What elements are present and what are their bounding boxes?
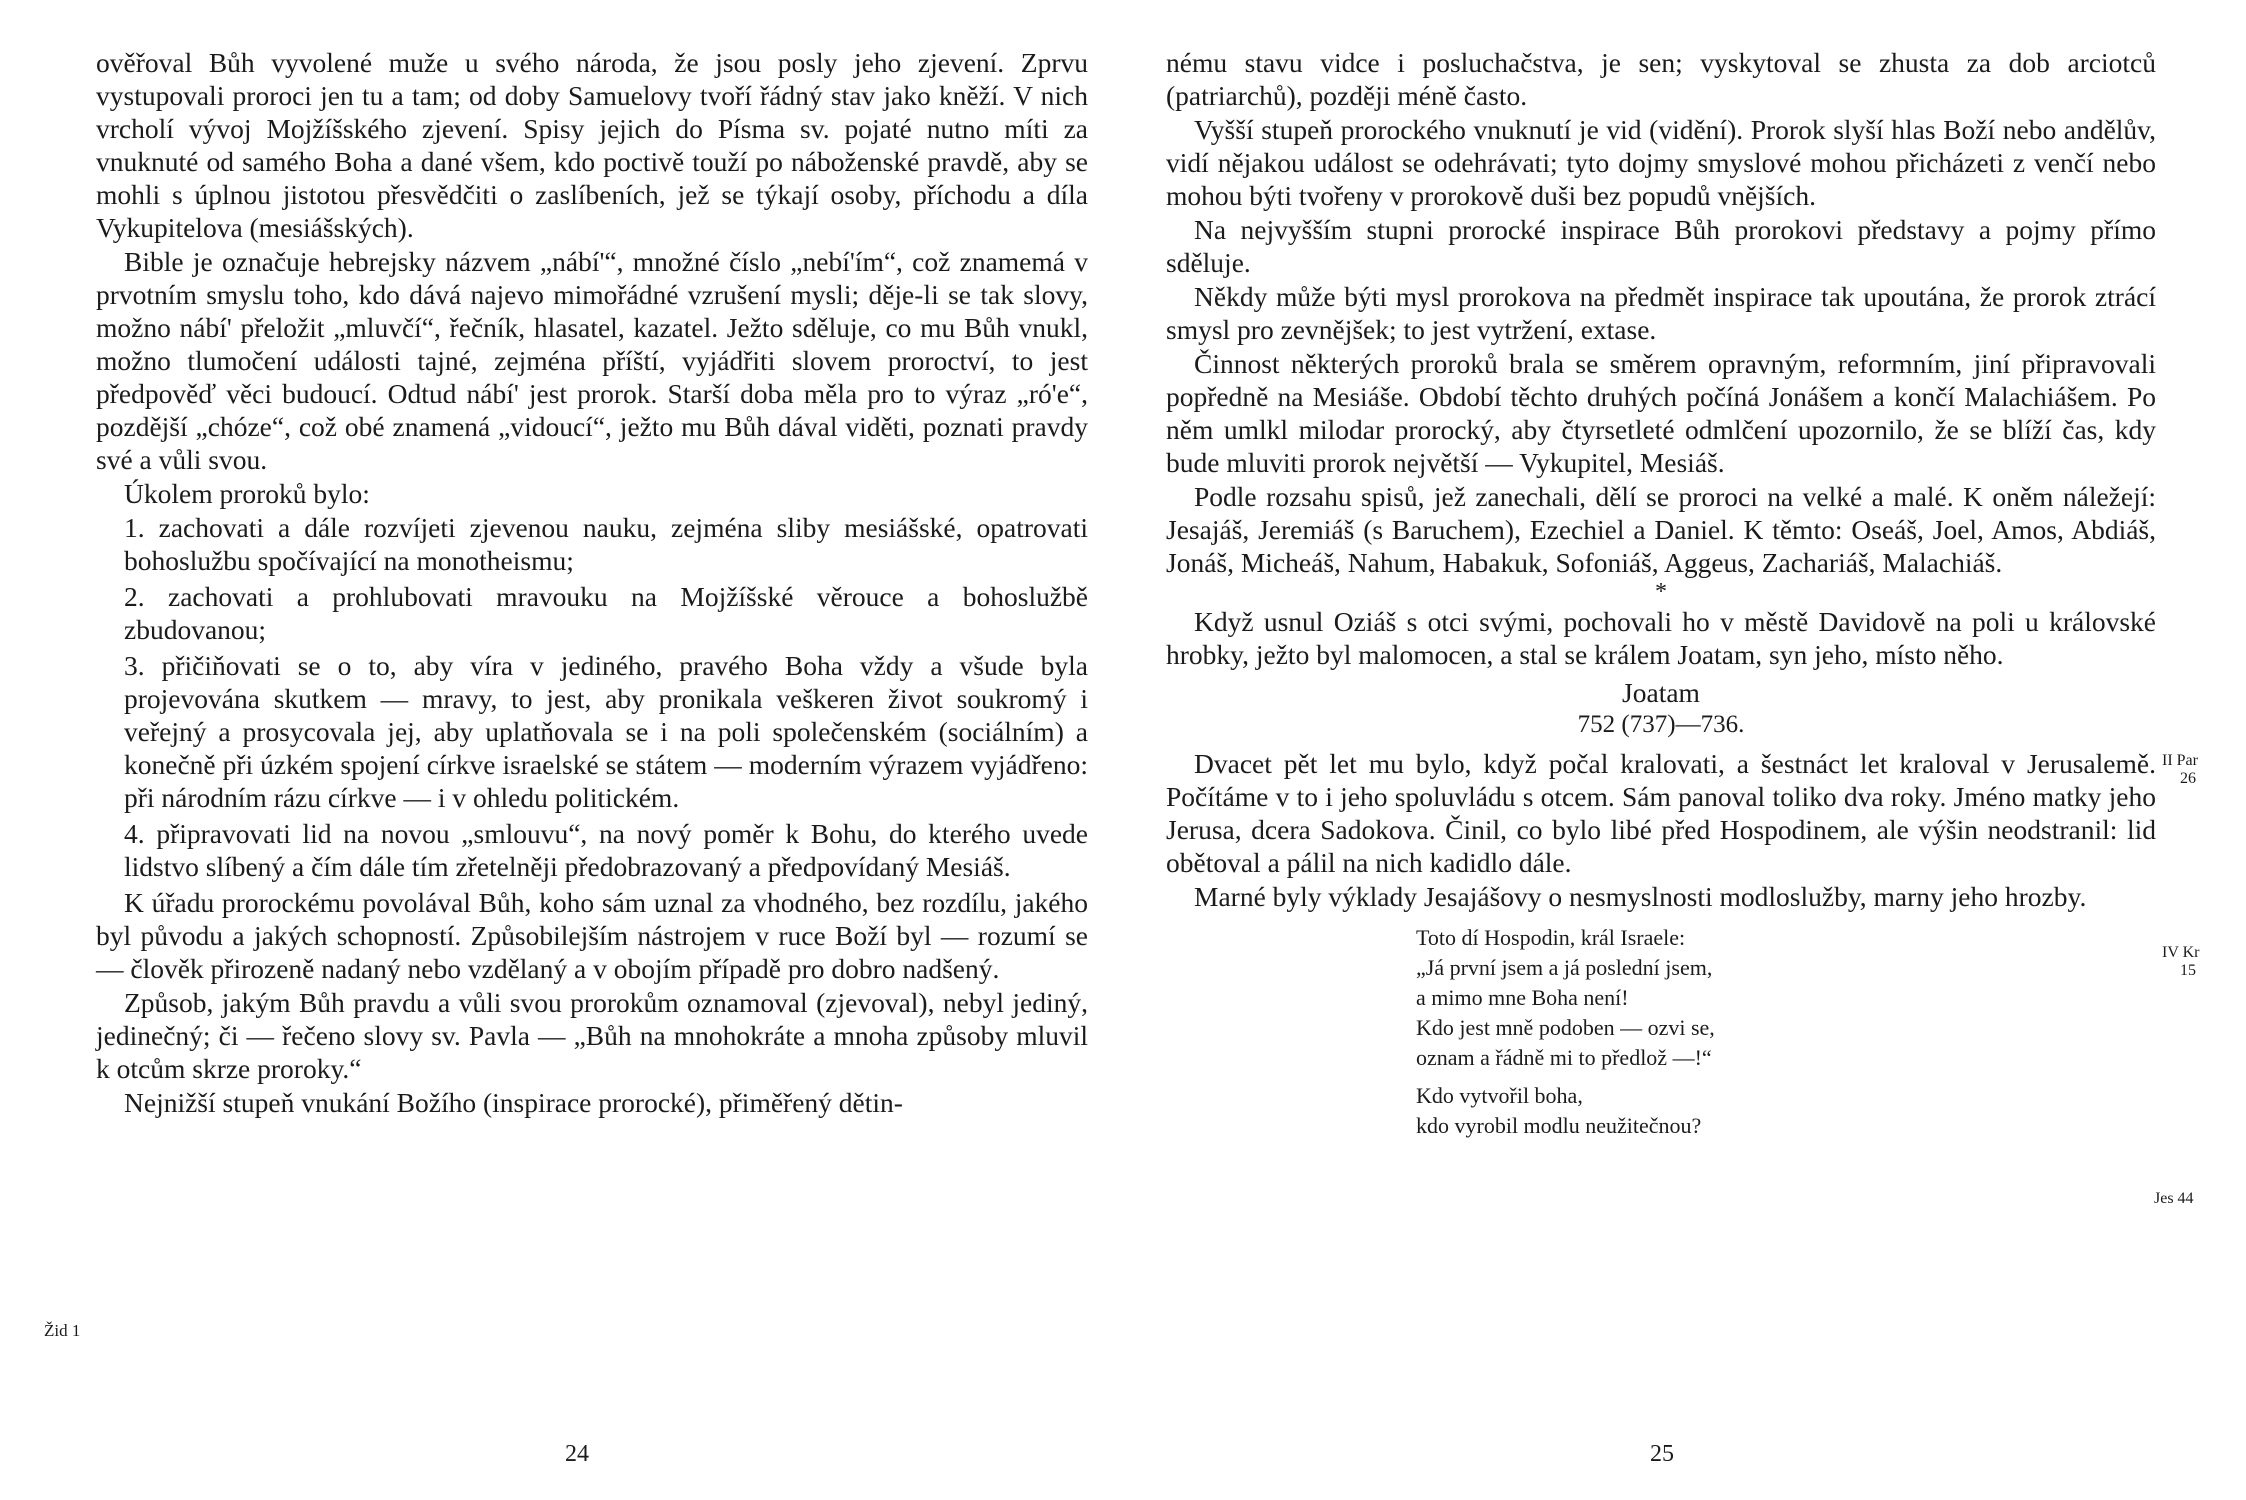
margin-reference-book: IV Kr [2162, 944, 2200, 961]
paragraph-prophetic-office: K úřadu prorockému povolával Bůh, koho sám uznal za vhodného, bez rozdílu, jakého byl původu a jakých schopností. Způsobilejším nástrojem v ruce Boží byl — rozumí se — člověk přirozeně nadaný nebo vzdělaný a v obojím případě pro dobro nadšený. [96, 887, 1088, 984]
paragraph-prophets-task-intro: Úkolem proroků bylo: [124, 478, 370, 509]
margin-reference-book: II Par [2162, 752, 2198, 769]
section-heading-dates: 752 (737)—736. [1577, 711, 1745, 738]
paragraph-major-minor: Podle rozsahu spisů, jež zanechali, dělí se proroci na velké a malé. K oněm náležejí: Jesajáš, Jeremiáš (s Baruchem), Ezechiel a Daniel. K těmto: Oseáš, Joel, Amos, Abdiáš, Jonáš, Micheáš, Nahum, Habakuk, Sofoniáš, Aggeus, Zachariáš, Malachiáš. [1166, 481, 2156, 578]
paragraph-vain-warnings: Marné byly výklady Jesajášovy o nesmyslnosti modloslužby, marny jeho hrozby. [1194, 881, 2087, 912]
paragraph-vision: Vyšší stupeň prorockého vnuknutí je vid (vidění). Prorok slyší hlas Boží nebo andělův, vidí nějakou událost se odehrávati; tyto dojmy smyslové mohou přicházeti z venčí nebo mohou býti tvořeny v prorokově duši bez popudů vnějších. [1166, 114, 2156, 211]
poem-line: oznam a řádně mi to předlož —!“ [1416, 1045, 1712, 1070]
section-break-asterisk: * [1655, 579, 1667, 605]
paragraph-joatam-reign: Dvacet pět let mu bylo, když počal kralovati, a šestnáct let kraloval v Jerusalemě. Počítáme v to i jeho spoluvládu s otcem. Sám panoval toliko dva roky. Jméno matky jeho Jerusa, dcera Sadokova. Činil, co bylo libé před Hospodinem, ale výšin neodstranil: lid obětoval a pálil na nich kadidlo dále. [1166, 748, 2156, 878]
poem-line: a mimo mne Boha není! [1416, 985, 1629, 1010]
paragraph-continuation: nému stavu vidce i posluchačstva, je sen; vyskytoval se zhusta za dob arciotců (patriarchů), později méně často. [1166, 47, 2156, 111]
paragraph-ecstasy: Někdy může býti mysl prorokova na předmět inspirace tak upoutána, že prorok ztrácí smysl pro zevnějšek; to jest vytržení, extase. [1166, 281, 2156, 345]
list-item-4: 4. připravovati lid na novou „smlouvu“, na nový poměr k Bohu, do kterého uvede lidstvo slíbený a čím dále tím zřetelněji předobrazovaný a předpovídaný Mesiáš. [124, 818, 1088, 882]
list-item-2: 2. zachovati a prohlubovati mravouku na Mojžíšské věrouce a bohoslužbě zbudovanou; [124, 581, 1088, 645]
poem-stanza-2 [1416, 1081, 1856, 1141]
section-heading: Joatam [1622, 677, 1700, 708]
margin-reference-chapter: 15 [2180, 962, 2196, 979]
paragraph-bible-terms: Bible je označuje hebrejsky názvem „nábí'“, množné číslo „nebí'ím“, což znamemá v prvotním smyslu toho, kdo dává najevo mimořádné vzrušení mysli; děje-li se tak slovy, možno nábí' přeložit „mluvčí“, řečník, hlasatel, kazatel. Ježto sděluje, co mu Bůh vnukl, možno tlumočení události tajné, zejména příští, vyjádřiti slovem proroctví, to jest předpověď věci budoucí. Odtud nábí' jest prorok. Starší doba měla pro to výraz „ró'e“, pozdější „chóze“, což obé znamená „vidoucí“, ježto mu Bůh dával viděti, poznati pravdy své a vůli svou. [96, 246, 1088, 475]
paragraph-manner-of-revelation: Způsob, jakým Bůh pravdu a vůli svou prorokům oznamoval (zjevoval), nebyl jediný, jedinečný; či — řečeno slovy sv. Pavla — „Bůh na mnohokráte a mnoha způsoby mluvil k otcům skrze proroky.“ [96, 987, 1088, 1084]
margin-reference-jes: Jes 44 [2154, 1190, 2194, 1207]
paragraph-highest-degree: Na nejvyšším stupni prorocké inspirace Bůh prorokovi představy a pojmy přímo sděluje. [1166, 214, 2156, 278]
poem-line: Kdo jest mně podoben — ozvi se, [1416, 1015, 1715, 1040]
margin-reference-chapter: 26 [2180, 770, 2196, 787]
page-number-left: 24 [565, 1441, 589, 1467]
margin-reference-zid: Žid 1 [44, 1321, 81, 1340]
paragraph-activity: Činnost některých proroků brala se směrem opravným, reformním, jiní připravovali popředně na Mesiáše. Období těchto druhých počíná Jonášem a končí Malachiášem. Po něm umlkl milodar prorocký, aby čtyrsetleté odmlčení upozornilo, že se blíží čas, kdy bude mluviti prorok největší — Vykupitel, Mesiáš. [1166, 348, 2156, 478]
poem-intro-line: Toto dí Hospodin, král Israele: [1416, 925, 1686, 950]
list-item-3: 3. přičiňovati se o to, aby víra v jediného, pravého Boha vždy a všude byla projevována skutkem — mravy, to jest, aby pronikala veškeren život soukromý i veřejný a prosycovala jej, aby uplatňovala se i na poli společenském (sociálním) a konečně při úzkém spojení církve israelské se státem — moderním výrazem vyjádřeno: při národním rázu církve — i v ohledu politickém. [124, 650, 1088, 813]
paragraph-ozias-death: Když usnul Oziáš s otci svými, pochovali ho v městě Davidově na poli u královské hrobky, ježto byl malomocen, a stal se králem Joatam, syn jeho, místo něho. [1166, 606, 2156, 670]
paragraph-continuation: ověřoval Bůh vyvolené muže u svého národa, že jsou posly jeho zjevení. Zprvu vystupovali proroci jen tu a tam; od doby Samuelovy tvoří řádný stav jako kněží. V nich vrcholí vývoj Mojžíšského zjevení. Spisy jejich do Písma sv. pojaté nutno míti za vnuknuté od samého Boha a dané všem, kdo poctivě touží po náboženské pravdě, aby se mohli s úplnou jistotou přesvědčiti o zaslíbeních, jež se týkají osoby, příchodu a díla Vykupitelova (mesiášských). [96, 47, 1088, 243]
poem-stanza-1 [1416, 953, 1856, 1073]
poem-line: „Já první jsem a já poslední jsem, [1416, 955, 1713, 980]
poem-quotation [1416, 923, 1856, 1141]
page-number-right: 25 [1650, 1441, 1674, 1467]
left-page [96, 46, 1088, 1120]
paragraph-lowest-degree: Nejnižší stupeň vnukání Božího (inspirace prorocké), přiměřený dětin- [124, 1087, 903, 1118]
right-page [1166, 46, 2156, 1149]
poem-line: Kdo vytvořil boha, [1416, 1083, 1583, 1108]
list-item-1: 1. zachovati a dále rozvíjeti zjevenou nauku, zejména sliby mesiášské, opatrovati bohoslužbu spočívající na monotheismu; [124, 512, 1088, 576]
margin-reference-4-kr [2162, 944, 2199, 980]
poem-line: kdo vyrobil modlu neužitečnou? [1416, 1113, 1702, 1138]
margin-reference-2-par [2162, 752, 2198, 788]
